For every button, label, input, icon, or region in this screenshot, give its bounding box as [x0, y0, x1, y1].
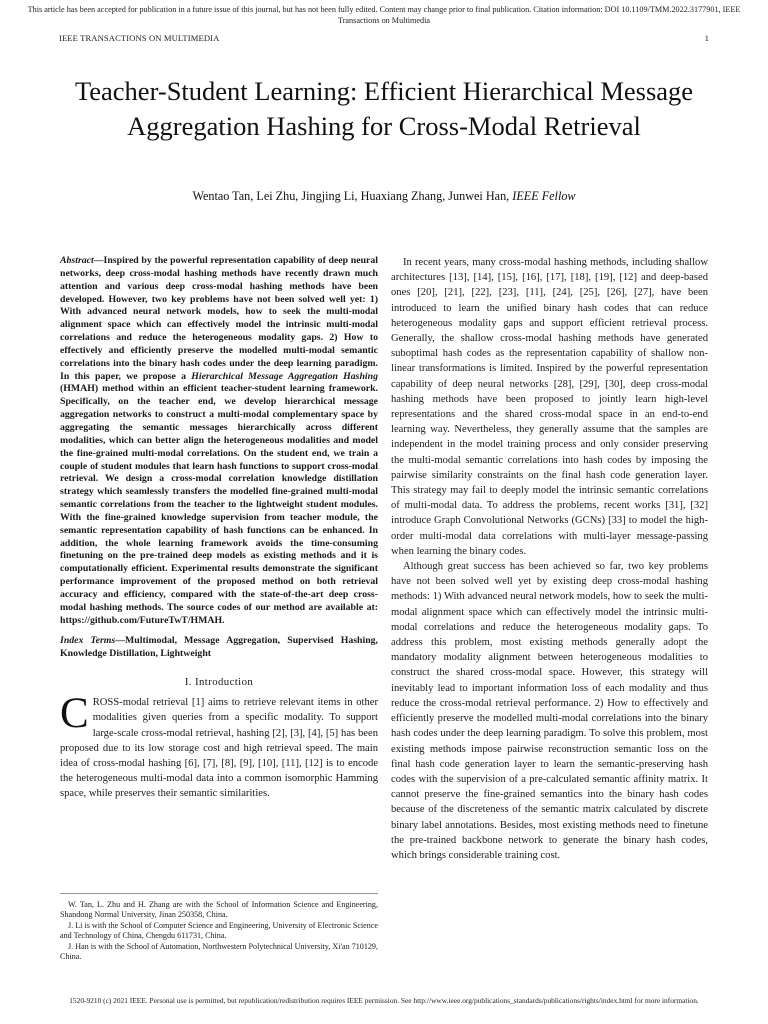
- author-fellow: IEEE Fellow: [512, 189, 576, 203]
- index-terms-text: —Multimodal, Message Aggregation, Supervised Hashing, Knowledge Distillation, Lightweight: [60, 635, 378, 660]
- intro-paragraph: [60, 690, 378, 801]
- abstract-lead: Abstract: [60, 255, 94, 266]
- footnote-affiliation: J. Li is with the School of Computer Science and Engineering, University of Electronic Science and Technology of China, Chengdu 611731, China.: [60, 920, 378, 941]
- running-head: [59, 33, 709, 43]
- index-terms-lead: Index Terms: [60, 635, 116, 647]
- drop-cap: C: [60, 690, 89, 738]
- author-names: Wentao Tan, Lei Zhu, Jingjing Li, Huaxiang Zhang, Junwei Han,: [192, 189, 510, 203]
- left-column: [60, 255, 378, 801]
- paper-title: Teacher-Student Learning: Efficient Hierarchical Message Aggregation Hashing for Cross-Modal Retrieval: [74, 76, 694, 141]
- footnote-affiliation: W. Tan, L. Zhu and H. Zhang are with the School of Information Science and Engineering, Shandong Normal University, Jinan 250358, China.: [60, 900, 378, 920]
- abstract: [60, 255, 378, 627]
- abstract-method-name: Hierarchical Message Aggregation Hashing: [191, 370, 378, 382]
- author-list: [40, 189, 728, 204]
- index-terms: [60, 635, 378, 661]
- publication-notice: This article has been accepted for publication in a future issue of this journal, but has not been fully edited. Content may change prior to final publication. Citation information: DOI 10.1109/TMM.2022.3177901, IEEE Transactions on Multimedia: [27, 5, 741, 25]
- journal-name: IEEE TRANSACTIONS ON MULTIMEDIA: [59, 33, 220, 43]
- footnote-affiliation: J. Han is with the School of Automation, Northwestern Polytechnical University, Xi'an 710129, China.: [60, 941, 378, 962]
- abstract-text-1: —Inspired by the powerful representation capability of deep neural networks, deep cross-modal hashing methods have recently drawn much attention and various deep cross-modal hashing methods have been developed. However, two key problems have not been solved well yet: 1) With advanced neural network models, how to seek the multi-modal alignment space which can effectively model the intrinsic multi-modal correlations and reduce the heterogeneous modality gaps. 2) How to effectively and efficiently preserve the modelled multi-modal semantic correlations into the binary hash codes under the deep learning paradigm. In this paper, we propose a: [60, 255, 378, 382]
- affiliation-footnotes: [60, 893, 378, 962]
- body-paragraph: In recent years, many cross-modal hashing methods, including shallow architectures [13], [14], [15], [16], [17], [18], [19], [12] and deep-based ones [20], [21], [22], [23], [11], [24], [25], [26], [27], have been introduced to learn the unified binary hash codes that can reduce heterogeneous modality gaps and support efficient retrieval process. Generally, the shallow cross-modal hashing methods have generated suboptimal hash codes as the representation capability of shallow non-linear transformations is limited. Inspired by the powerful representation capability of deep neural networks [28], [29], [30], deep cross-modal hashing methods have been proposed to jointly learn high-level representations and the shared cross-modal space in an end-to-end learning way. Nevertheless, they generally assume that the samples are independent in the model training process and only consider preserving the multi-modal semantic correlations into hash codes by imposing the pairwise similarity constraints on the final hash code generation layer. This strategy may fail to deeply model the intrinsic semantic correlations of multi-modal data. To address the problems, recent works [31], [32] introduce Graph Convolutional Networks (GCNs) [33] to model the high-order multi-modal data correlations with multi-layer message-passing when learning the binary codes.: [391, 257, 708, 557]
- abstract-text-2: (HMAH) method within an efficient teacher-student learning framework. Specifically, on the teacher end, we develop hierarchical message aggregation networks to construct a multi-modal complementary space by aggregating the semantic messages hierarchically across different modalities, which can better align the heterogeneous modalities and model the fine-grained multi-modal correlations. On the student end, we train a couple of student modules that learn hash functions to support cross-modal retrieval. We design a cross-modal correlation knowledge distillation strategy which seamlessly transfers the modelled fine-grained multi-modal semantic correlations from the teacher to the lightweight student modules. With the fine-grained knowledge supervision from teacher module, the semantic representation capability of hash functions can be enhanced. In addition, the whole learning framework avoids the time-consuming finetuning on the pre-trained deep models as existing methods and it is computationally efficient. Experimental results demonstrate the significant performance improvement of the proposed method on both retrieval accuracy and efficiency, compared with the state-of-the-art deep cross-modal hashing methods. The source codes of our method are available at: https://github.com/FutureTwT/HMAH.: [60, 383, 378, 626]
- right-column: [391, 255, 708, 863]
- intro-text: ROSS-modal retrieval [1] aims to retrieve relevant items in other modalities given queries from a specific modality. To support large-scale cross-modal retrieval, hashing [2], [3], [4], [5] has been proposed due to its low storage cost and high retrieval speed. The main idea of cross-modal hashing [6], [7], [8], [9], [10], [11], [12] is to encode the heterogeneous multi-modal data into a common isomorphic Hamming space, while preserves their semantic similarities.: [60, 697, 378, 799]
- copyright-notice: 1520-9210 (c) 2021 IEEE. Personal use is permitted, but republication/redistribution requires IEEE permission. See http://www.ieee.org/publications_standards/publications/rights/index.html for more information.: [69, 996, 699, 1005]
- page-number: 1: [704, 33, 709, 43]
- body-paragraph: Although great success has been achieved so far, two key problems have not been solved well yet by existing deep cross-modal hashing methods: 1) With advanced neural network models, how to seek the multi-modal alignment space which can effectively model the intrinsic multi-modal correlations and reduce the heterogeneous modality gaps. To address this problem, most existing methods generally adopt the mandatory modality alignment between heterogeneous modalities to construct the shared cross-modal space. However, this strategy will inevitably lead to important information loss of each modality and thus reduce the cross-modal retrieval performance. 2) How to effectively and efficiently preserve the modelled multi-modal correlations into the binary hash codes under the deep learning paradigm. To solve this problem, most existing methods impose pairwise reconstruction semantic loss on the final hash code generation layer to learn the semantic-preserving hash codes with the supervision of a pre-calculated semantic affinity matrix. It cannot preserve the fine-grained semantics into the binary hash codes because of the discreteness of the semantic matrix calculated by discrete binary label annotations. Besides, most existing methods need to finetune the pre-trained backbone network to generate the binary hash codes, which brings considerable training cost.: [391, 561, 708, 861]
- section-heading-introduction: I. Introduction: [184, 676, 254, 689]
